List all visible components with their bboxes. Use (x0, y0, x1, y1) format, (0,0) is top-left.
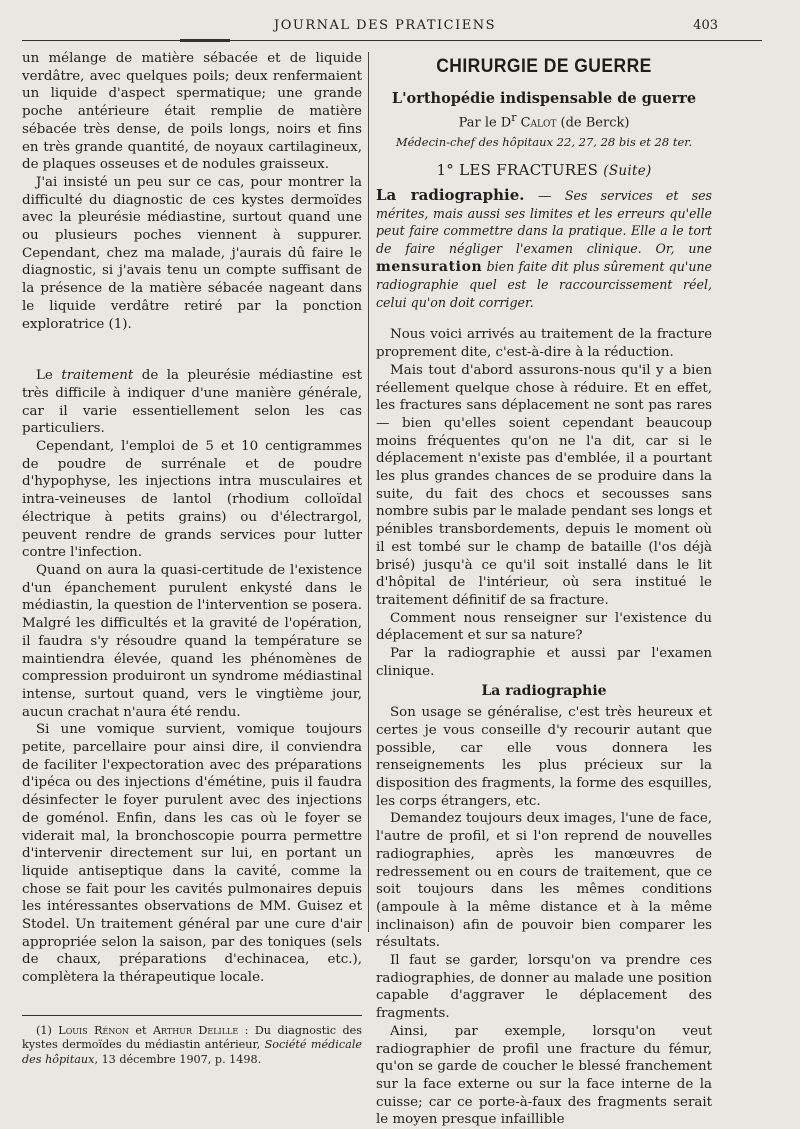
footnote-marker: (1) (36, 1023, 59, 1037)
footnote (22, 1024, 362, 1068)
paragraph: Il faut se garder, lorsqu'on va prendre ces radiographies, de donner au malade une position capable d'aggraver le déplacement des fragments. (376, 953, 712, 1022)
right-column (376, 50, 712, 1129)
page-number: 403 (693, 18, 718, 33)
paragraph: Si une vomique survient, vomique toujours petite, parcellaire pour ainsi dire, il conviendra de faciliter l'expectoration avec des préparations d'ipéca ou des injections d'émétine, puis il faudra désinfecter le foyer purulent avec des injections de goménol. Enfin, dans les cas où le foyer se viderait mal, la bronchoscopie pourra permettre d'intervenir directement sur lui, en portant un liquide antiseptique dans la cavité, comme la chose se fait pour les cavités pulmonaires depuis les intéressantes observations de MM. Guisez et Stodel. Un traitement général par une cure d'air appropriée selon la saison, par des toniques (sels de chaux, préparations d'echinacea, etc.), complètera la thérapeutique locale. (22, 722, 362, 986)
lead-mensuration: mensuration (376, 259, 483, 276)
column-divider (368, 52, 369, 932)
lead-dash: — (524, 188, 565, 204)
subsection-title (376, 162, 712, 181)
paragraph: Demandez toujours deux images, l'une de face, l'autre de profil, et si l'on reprend de nouvelles radiographies, après les manœuvres de redressement ou en cours de traitement, que ce soit toujours dans les mêmes conditions (ampoule à la même distance et à la même inclinaison) afin de pouvoir bien comparer les résultats. (376, 811, 712, 951)
footnote-text: : Du diagnostic des kystes dermoïdes du médiastin antérieur, (22, 1023, 362, 1052)
footnote-rule (22, 1015, 362, 1016)
paragraph: Comment nous renseigner sur l'existence du déplacement et sur sa nature? (376, 610, 712, 644)
page-header (0, 0, 800, 48)
header-rule-ornament (180, 39, 230, 42)
paragraph: Par la radiographie et aussi par l'examen clinique. (376, 646, 712, 679)
subsection-main: 1° LES FRACTURES (436, 161, 604, 180)
author-name: Calot (520, 115, 557, 131)
treatment-rest: de la pleurésie médiastine est très difficile à indiquer d'une manière générale, car il varie essentiellement selon les cas particuliers. (22, 368, 363, 437)
lead-bold: La radiographie. (376, 185, 525, 204)
footnote-date: , 13 décembre 1907, p. 1498. (94, 1052, 262, 1066)
footnote-author-1: Louis Rénon (58, 1023, 129, 1037)
author-affiliation: Médecin-chef des hôpitaux 22, 27, 28 bis et 28 ter. (395, 135, 693, 150)
paragraph: Son usage se généralise, c'est très heureux et certes je vous conseille d'y recourir autant que possible, car elle vous donnera les renseignements les plus précieux sur la disposition des fragments, la forme des esquilles, les corps étrangers, etc. (376, 705, 713, 809)
inner-heading: La radiographie (481, 683, 607, 700)
author-sup: r (511, 111, 517, 125)
section-title: CHIRURGIE DE GUERRE (436, 56, 652, 77)
subsection-suite: (Suite) (603, 163, 652, 180)
paragraph-gap (22, 333, 362, 350)
paragraph: Nous voici arrivés au traitement de la fracture proprement dite, c'est-à-dire à la réduction. (376, 327, 712, 361)
footnote-and: et (128, 1023, 153, 1037)
paragraph: Ainsi, par exemple, lorsqu'on veut radiographier de profil une fracture du fémur, qu'on se garde de coucher le blessé franchement sur la face externe ou sur la face interne de la cuisse; car ce porte-à-faux des fragments serait le moyen presque infaillible (376, 1023, 712, 1128)
treatment-intro: Le (36, 368, 62, 384)
author-prefix: Par le D (458, 115, 512, 131)
left-column (22, 50, 362, 1067)
header-rule (22, 40, 762, 41)
lead-italic-1: Ses services et ses mérites, mais aussi ses limites et les erreurs qu'elle peut faire commettre dans la pratique. Elle a le tort de faire négliger l'examen clinique. Or, une (376, 187, 712, 257)
treatment-word: traitement (61, 368, 134, 384)
treatment-paragraph (22, 367, 362, 438)
paragraph: un mélange de matière sébacée et de liquide verdâtre, avec quelques poils; deux renfermaient un liquide d'aspect spermatique; une grande poche antérieure était remplie de matière sébacée très dense, de poils longs, noirs et fins en très grande quantité, de noyaux cartilagineux, de plaques osseuses et de nodules graisseux. (22, 51, 362, 173)
author-place: (de Berck) (556, 115, 630, 131)
paragraph: J'ai insisté un peu sur ce cas, pour montrer la difficulté du diagnostic de ces kystes dermoïdes avec la pleurésie médiastine, surtout quand une ou plusieurs poches viennent à suppurer. Cependant, chez ma malade, j'aurais dû faire le diagnostic, si j'avais tenu un compte suffisant de la présence de la matière sébacée nageant dans le liquide verdâtre retiré par la ponction exploratrice (1). (22, 174, 362, 332)
journal-title: JOURNAL DES PRATICIENS (274, 18, 496, 33)
paragraph: Quand on aura la quasi-certitude de l'existence d'un épanchement purulent enkysté dans le médiastin, la question de l'intervention se posera. Malgré les difficultés et la gravité de l'opération, il faudra s'y résoudre quand la température se maintiendra élevée, quand les phénomènes de compression produiront un syndrome médiastinal intense, surtout quand, vers le vingtième jour, aucun crachat n'aura été rendu. (22, 562, 362, 720)
paragraph: Mais tout d'abord assurons-nous qu'il y a bien réellement quelque chose à réduire. Et en effet, les fractures sans déplacement ne sont pas rares — bien qu'elles soient cependant beaucoup moins fréquentes qu'on ne l'a dit, car si le déplacement n'existe pas d'emblée, il a pourtant les plus grandes chances de se produire dans la suite, du fait des chocs et secousses sans nombre subis par le malade pendant ses longs et pénibles transbordements, depuis le moment où il est tombé sur le champ de bataille (l'os déjà brisé) jusqu'à ce qu'il soit installé dans le lit d'hôpital de l'intérieur, où sera institué le traitement définitif de sa fracture. (376, 362, 712, 608)
article-title: L'orthopédie indispensable de guerre (391, 89, 697, 107)
footnote-author-2: Arthur Delille (152, 1023, 239, 1037)
paragraph-gap (22, 350, 362, 367)
lead-paragraph (376, 187, 712, 313)
paragraph: Cependant, l'emploi de 5 et 10 centigrammes de poudre de surrénale et de poudre d'hypophyse, les injections intra musculaires et intra-veineuses de lantol (rhodium colloïdal électrique à petits grains) ou d'électrargol, peuvent rendre de grands services pour lutter contre l'infection. (22, 439, 362, 561)
author-line (376, 109, 712, 132)
lead-italic-2: bien faite dit plus sûrement qu'une radiographie quel est le raccourcissement réel, celui qu'on doit corriger. (376, 259, 712, 310)
footnote-journal: Société médicale des hôpitaux (22, 1038, 363, 1066)
